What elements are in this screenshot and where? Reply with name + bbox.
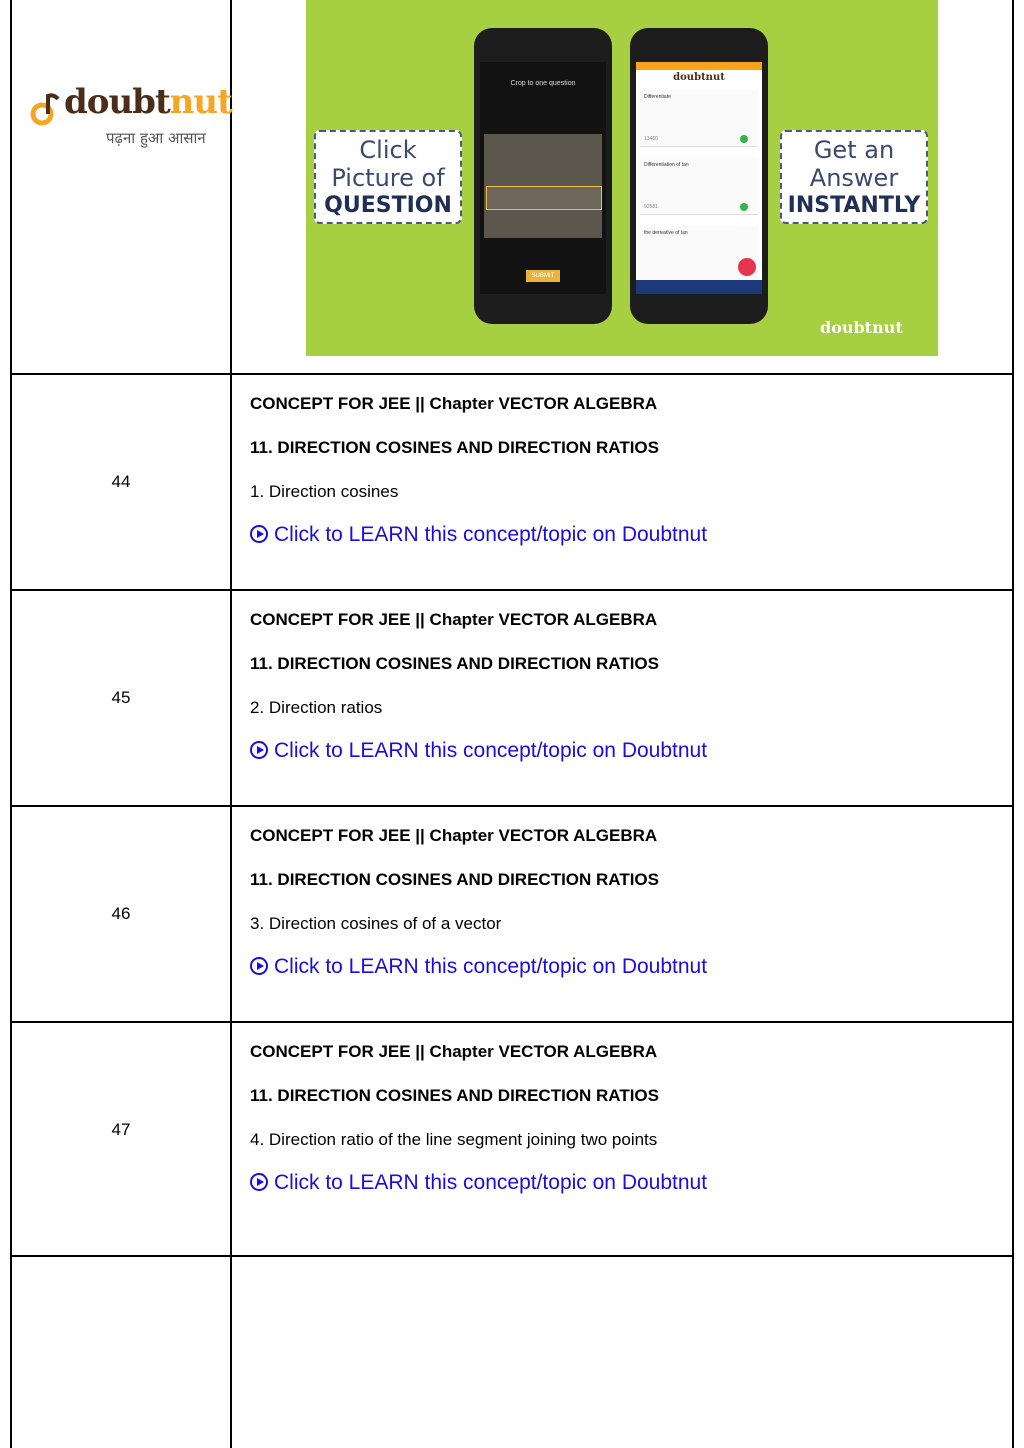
- section-title: 11. DIRECTION COSINES AND DIRECTION RATIOS: [250, 438, 659, 457]
- row-divider: [10, 805, 1014, 807]
- play-circle-icon: [250, 957, 268, 975]
- row-number: 45: [111, 688, 131, 707]
- phone-screen: [636, 62, 762, 294]
- logo-tagline: पढ़ना हुआ आसान: [106, 129, 206, 147]
- doubtnut-logo: [30, 82, 232, 158]
- callout-line: Click: [359, 136, 417, 164]
- section-title: 11. DIRECTION COSINES AND DIRECTION RATIOS: [250, 654, 659, 673]
- section-title: 11. DIRECTION COSINES AND DIRECTION RATIOS: [250, 870, 659, 889]
- phone-answer-mockup: [630, 28, 768, 324]
- get-answer-callout: [780, 130, 928, 224]
- topic-title: 1. Direction cosines: [250, 482, 399, 501]
- topic-title: 2. Direction ratios: [250, 698, 383, 717]
- chapter-title: CONCEPT FOR JEE || Chapter VECTOR ALGEBRA: [250, 610, 658, 629]
- chapter-title: CONCEPT FOR JEE || Chapter VECTOR ALGEBRA: [250, 826, 658, 845]
- promo-banner[interactable]: [306, 0, 938, 356]
- whatsapp-icon: [740, 203, 748, 211]
- question-photo: [484, 134, 602, 238]
- doubtnut-logo-icon: [30, 92, 60, 126]
- row-number: 46: [111, 904, 131, 923]
- link-label: Click to LEARN this concept/topic on Doubtnut: [274, 739, 708, 762]
- phone-screen: [480, 62, 606, 294]
- answer-card: [640, 226, 758, 283]
- link-label: Click to LEARN this concept/topic on Doubtnut: [274, 1171, 708, 1194]
- answer-card: [640, 158, 758, 215]
- app-title: doubtnut: [673, 72, 725, 83]
- row-divider: [10, 1021, 1014, 1023]
- row-divider: [10, 373, 1014, 375]
- link-label: Click to LEARN this concept/topic on Doubtnut: [274, 955, 708, 978]
- crop-instruction: Crop to one question: [510, 80, 576, 87]
- whatsapp-icon: [740, 135, 748, 143]
- play-circle-icon: [250, 1173, 268, 1191]
- topic-title: 3. Direction cosines of of a vector: [250, 914, 502, 933]
- learn-concept-link[interactable]: [250, 523, 707, 547]
- card-title: Differentiate: [644, 94, 671, 100]
- callout-line: INSTANTLY: [787, 193, 921, 218]
- callout-line: Get an: [813, 136, 895, 164]
- callout-line: Answer: [809, 164, 899, 192]
- phone-camera-mockup: [474, 28, 612, 324]
- link-label: Click to LEARN this concept/topic on Doubtnut: [274, 523, 708, 546]
- submit-button: SUBMIT: [526, 270, 560, 282]
- card-title: the derivative of tan: [644, 230, 688, 236]
- play-circle-icon: [250, 525, 268, 543]
- learn-concept-link[interactable]: [250, 955, 707, 979]
- card-count: 92581: [644, 204, 658, 210]
- banner-brand-logo: doubtnut: [820, 318, 903, 337]
- camera-fab-icon: [738, 258, 756, 276]
- card-count: 13460: [644, 136, 658, 142]
- learn-concept-link[interactable]: [250, 739, 707, 763]
- logo-wordmark: doubtnut: [64, 82, 232, 122]
- topic-title: 4. Direction ratio of the line segment joining two points: [250, 1130, 658, 1149]
- row-number: 47: [111, 1120, 131, 1139]
- callout-line: Picture of: [331, 164, 445, 192]
- table-border-right: [1012, 0, 1014, 1448]
- row-divider: [10, 589, 1014, 591]
- table-column-divider: [230, 0, 232, 1448]
- play-circle-icon: [250, 741, 268, 759]
- answer-card: [640, 90, 758, 147]
- callout-line: QUESTION: [324, 193, 452, 218]
- row-divider: [10, 1255, 1014, 1257]
- status-bar: [636, 62, 762, 70]
- row-number: 44: [111, 472, 131, 491]
- bottom-nav: [636, 280, 762, 294]
- chapter-title: CONCEPT FOR JEE || Chapter VECTOR ALGEBRA: [250, 1042, 658, 1061]
- table-border-left: [10, 0, 12, 1448]
- chapter-title: CONCEPT FOR JEE || Chapter VECTOR ALGEBRA: [250, 394, 658, 413]
- learn-concept-link[interactable]: [250, 1171, 707, 1195]
- section-title: 11. DIRECTION COSINES AND DIRECTION RATIOS: [250, 1086, 659, 1105]
- card-title: Differentiation of tan: [644, 162, 689, 168]
- click-picture-callout: [314, 130, 462, 224]
- crop-highlight: [486, 186, 602, 210]
